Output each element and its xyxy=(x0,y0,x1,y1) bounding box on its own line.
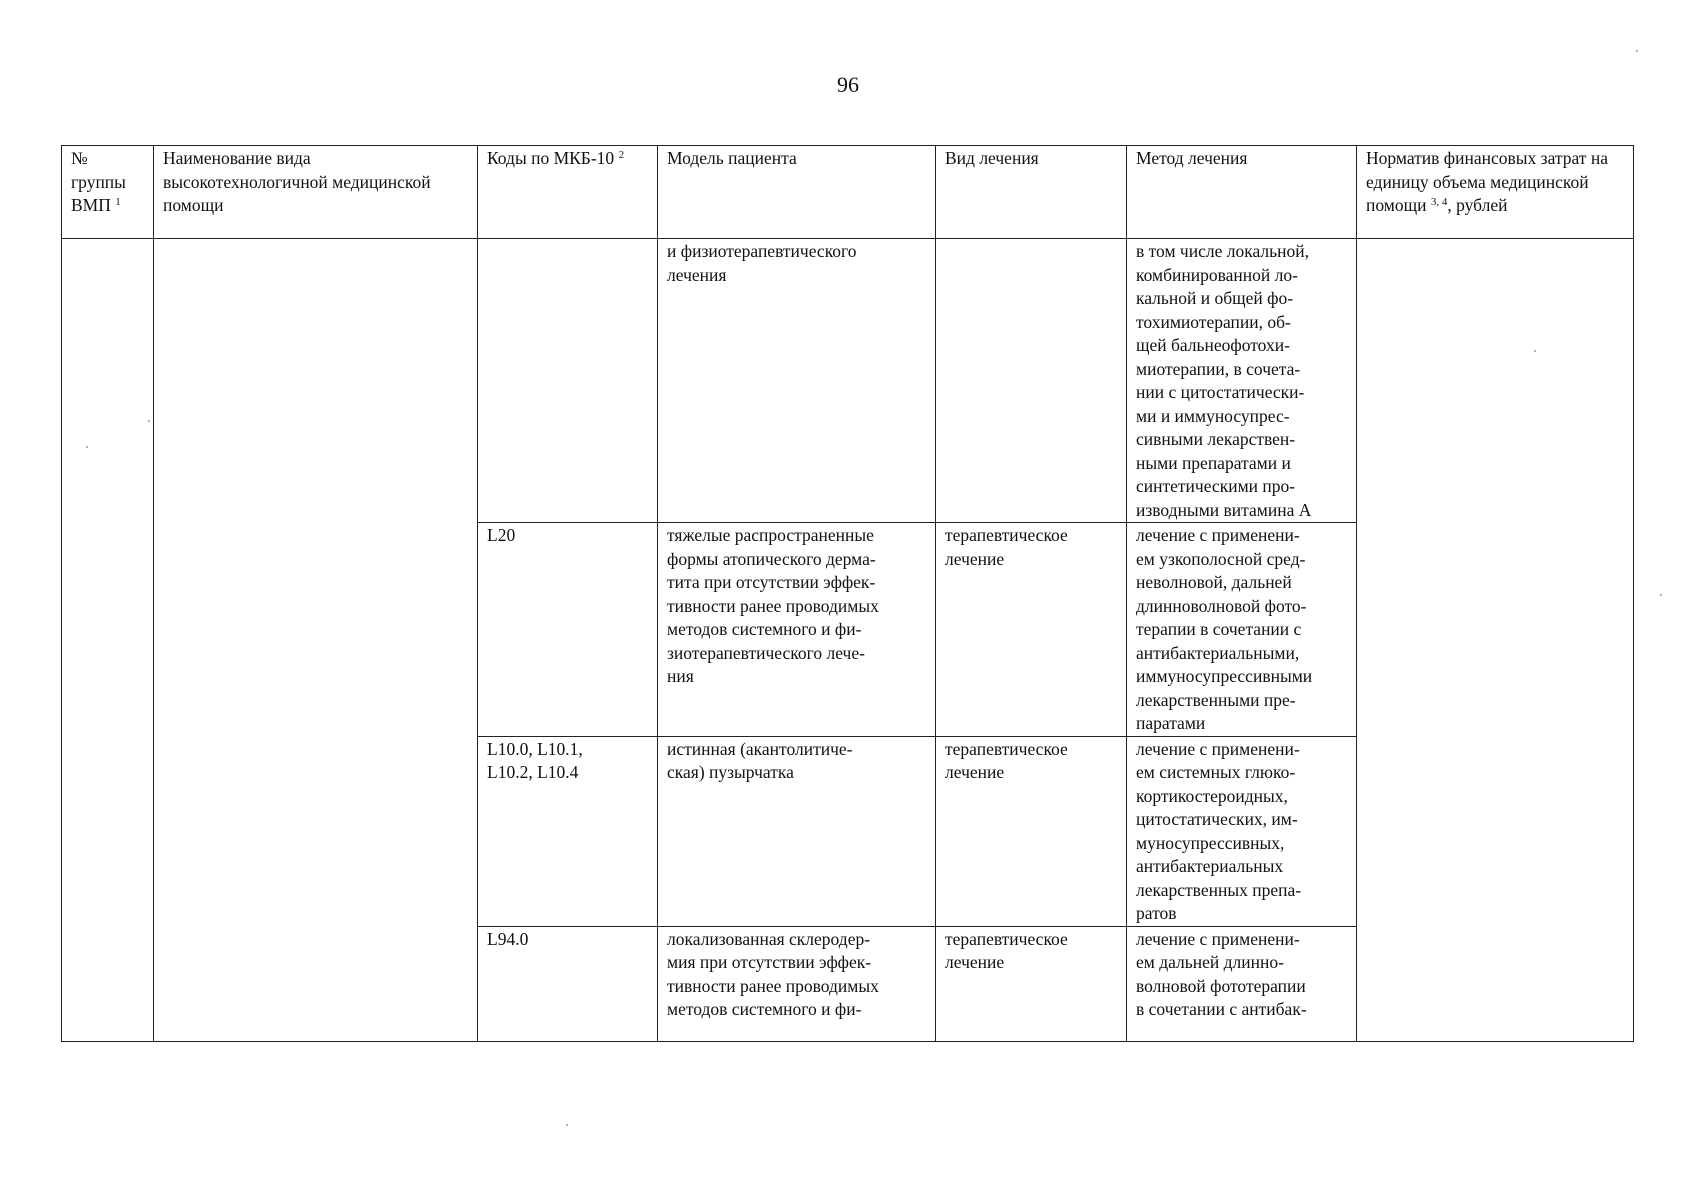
header-name-text: Наименование вида высокотехнологичной медицинской помощи xyxy=(163,148,431,215)
type-cell xyxy=(936,736,1127,926)
codes-text: L20 xyxy=(487,525,516,545)
model-cell xyxy=(658,926,936,1041)
page-number: 96 xyxy=(837,72,859,97)
codes-cell xyxy=(478,926,658,1041)
model-text: локализованная склеродер- мия при отсутствии эффек- тивности ранее проводимых методов системного и фи- xyxy=(667,928,879,1019)
model-text: истинная (акантолитиче- ская) пузырчатка xyxy=(667,738,853,782)
name-cell xyxy=(154,239,478,1042)
model-cell xyxy=(658,239,936,523)
method-cell xyxy=(1127,736,1357,926)
type-cell xyxy=(936,239,1127,523)
header-group-no-text: № группы ВМП xyxy=(71,148,126,215)
scan-speck xyxy=(148,420,150,422)
type-text: терапевтическое лечение xyxy=(945,738,1068,782)
group-no-cell xyxy=(62,239,154,1042)
type-cell xyxy=(936,523,1127,737)
header-patient-model xyxy=(658,146,936,239)
header-cost-norm-suffix: , рублей xyxy=(1447,195,1508,215)
scan-speck xyxy=(86,446,88,448)
footnote-2: 2 xyxy=(618,149,625,161)
vmp-table xyxy=(61,145,1634,1042)
table-row xyxy=(62,239,1634,523)
codes-text: L94.0 xyxy=(487,928,529,949)
header-treatment-method xyxy=(1127,146,1357,239)
header-treatment-method-text: Метод лечения xyxy=(1136,148,1248,168)
method-cell xyxy=(1127,523,1357,737)
header-treatment-type xyxy=(936,146,1127,239)
header-icd-codes xyxy=(478,146,658,239)
type-cell xyxy=(936,926,1127,1041)
method-text: в том числе локальной, комбинированной ло- кальной и общей фо- тохимиотерапии, об- щей бальнеофотохи- миотерапии, в сочета- нии с цитостатически- ми и иммуносупрес- сивными лекарствен- ными препаратами и синтетическими про- изводными витамина А xyxy=(1136,241,1312,520)
cost-cell xyxy=(1357,239,1634,1042)
scan-speck xyxy=(1660,594,1662,596)
scan-speck xyxy=(1534,350,1536,352)
method-text: лечение с применени- ем системных глюко- кортикостероидных, цитостатических, им- муносупрессивных, антибактериальных лекарственных препа- ратов xyxy=(1136,738,1302,923)
model-text: и физиотерапевтического лечения xyxy=(667,241,857,285)
header-icd-codes-text: Коды по МКБ-10 xyxy=(487,148,615,168)
header-group-no xyxy=(62,146,154,239)
scan-speck xyxy=(566,1124,568,1126)
header-cost-norm xyxy=(1357,146,1634,239)
model-cell xyxy=(658,736,936,926)
type-text: терапевтическое лечение xyxy=(945,928,1068,972)
header-cost-norm-text: Норматив финансовых затрат на единицу объема медицинской помощи xyxy=(1366,148,1608,215)
codes-cell xyxy=(478,523,658,737)
header-name xyxy=(154,146,478,239)
header-treatment-type-text: Вид лечения xyxy=(945,148,1039,168)
header-patient-model-text: Модель пациента xyxy=(667,148,797,168)
scan-speck xyxy=(1636,50,1638,52)
footnote-1: 1 xyxy=(115,196,121,208)
model-text: тяжелые распространенные формы атопического дерма- тита при отсутствии эффек- тивности ранее проводимых методов системного и фи- зиотерапевтического лече- ния xyxy=(667,525,879,686)
method-text: лечение с применени- ем дальней длинно- волновой фототерапии в сочетании с антибак- xyxy=(1136,928,1307,1019)
codes-text: L10.0, L10.1, L10.2, L10.4 xyxy=(487,738,583,782)
header-row xyxy=(62,146,1634,239)
method-cell xyxy=(1127,926,1357,1041)
type-text: терапевтическое лечение xyxy=(945,525,1068,569)
codes-cell xyxy=(478,736,658,926)
method-text: лечение с применени- ем узкополосной сред- неволновой, дальней длинноволновой фото- терапии в сочетании с антибактериальными, иммуносупрессивными лекарственными пре- паратами xyxy=(1136,525,1313,733)
method-cell xyxy=(1127,239,1357,523)
model-cell xyxy=(658,523,936,737)
footnote-3-4: 3, 4 xyxy=(1430,196,1448,208)
codes-cell xyxy=(478,239,658,523)
